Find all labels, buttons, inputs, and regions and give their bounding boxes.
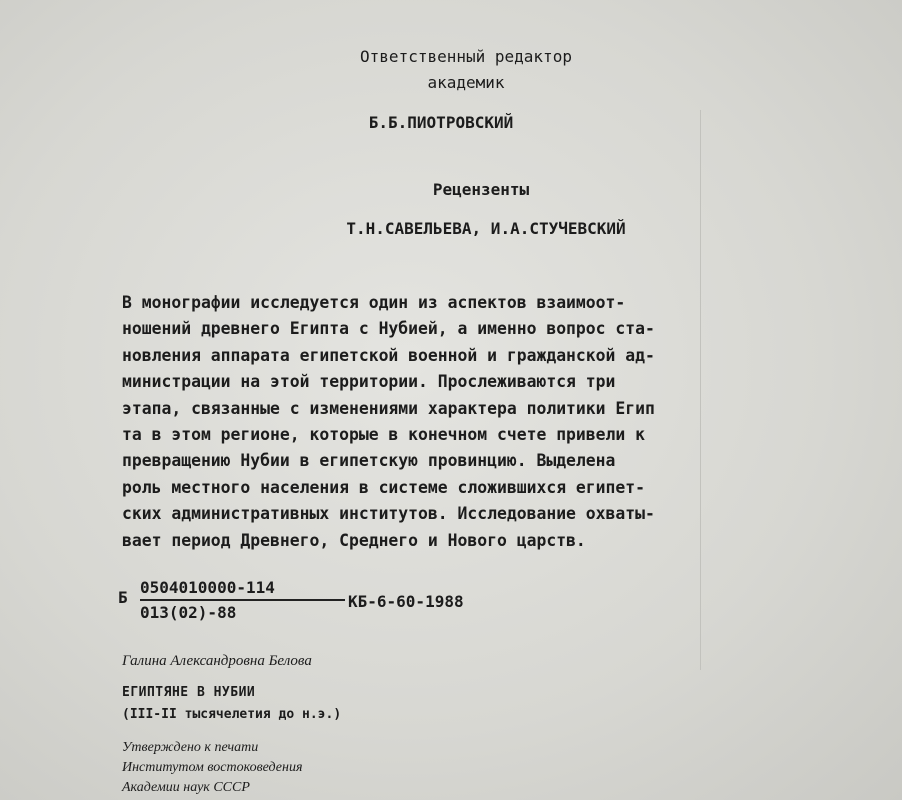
catalog-letter: Б	[118, 588, 128, 607]
abstract-line: ских административных институтов. Исследование охваты-	[122, 504, 655, 524]
approval-line: Институтом востоковедения	[122, 760, 303, 775]
abstract-paragraph	[122, 290, 832, 554]
abstract-line: превращению Нубии в египетскую провинцию. Выделена	[122, 451, 616, 471]
abstract-line: В монографии исследуется один из аспектов взаимоот-	[122, 293, 626, 312]
approval-line: Академии наук СССР	[122, 780, 250, 795]
reviewers-names: Т.Н.САВЕЛЬЕВА, И.А.СТУЧЕВСКИЙ	[346, 219, 626, 238]
abstract-line: та в этом регионе, которые в конечном счете привели к	[122, 425, 646, 445]
editor-rank: академик	[427, 73, 505, 92]
abstract-line: новления аппарата египетской военной и гражданской ад-	[122, 345, 655, 365]
abstract-line: роль местного населения в системе сложившихся египет-	[122, 477, 646, 497]
abstract-line: вает период Древнего, Среднего и Нового царств.	[122, 530, 586, 550]
catalog-code: КБ-6-60-1988	[348, 592, 464, 611]
editor-role: Ответственный редактор	[360, 47, 572, 66]
approval-line: Утверждено к печати	[122, 740, 259, 755]
abstract-line: этапа, связанные с изменениями характера политики Егип	[122, 398, 655, 418]
catalog-denominator: 013(02)-88	[140, 603, 237, 622]
fraction-bar	[140, 599, 345, 601]
abstract-line: министрации на этой территории. Прослеживаются три	[122, 372, 616, 392]
catalog-numerator: 0504010000-114	[140, 578, 275, 597]
book-subtitle: (III-II тысячелетия до н.э.)	[122, 707, 342, 722]
editor-name: Б.Б.ПИОТРОВСКИЙ	[368, 113, 514, 132]
reviewers-heading: Рецензенты	[432, 180, 530, 199]
author-name: Галина Александровна Белова	[122, 653, 312, 669]
book-title: ЕГИПТЯНЕ В НУБИИ	[122, 685, 256, 700]
catalog-fraction	[140, 578, 350, 622]
abstract-line: ношений древнего Египта с Нубией, а именно вопрос ста-	[122, 319, 655, 339]
approval-note	[122, 738, 302, 798]
